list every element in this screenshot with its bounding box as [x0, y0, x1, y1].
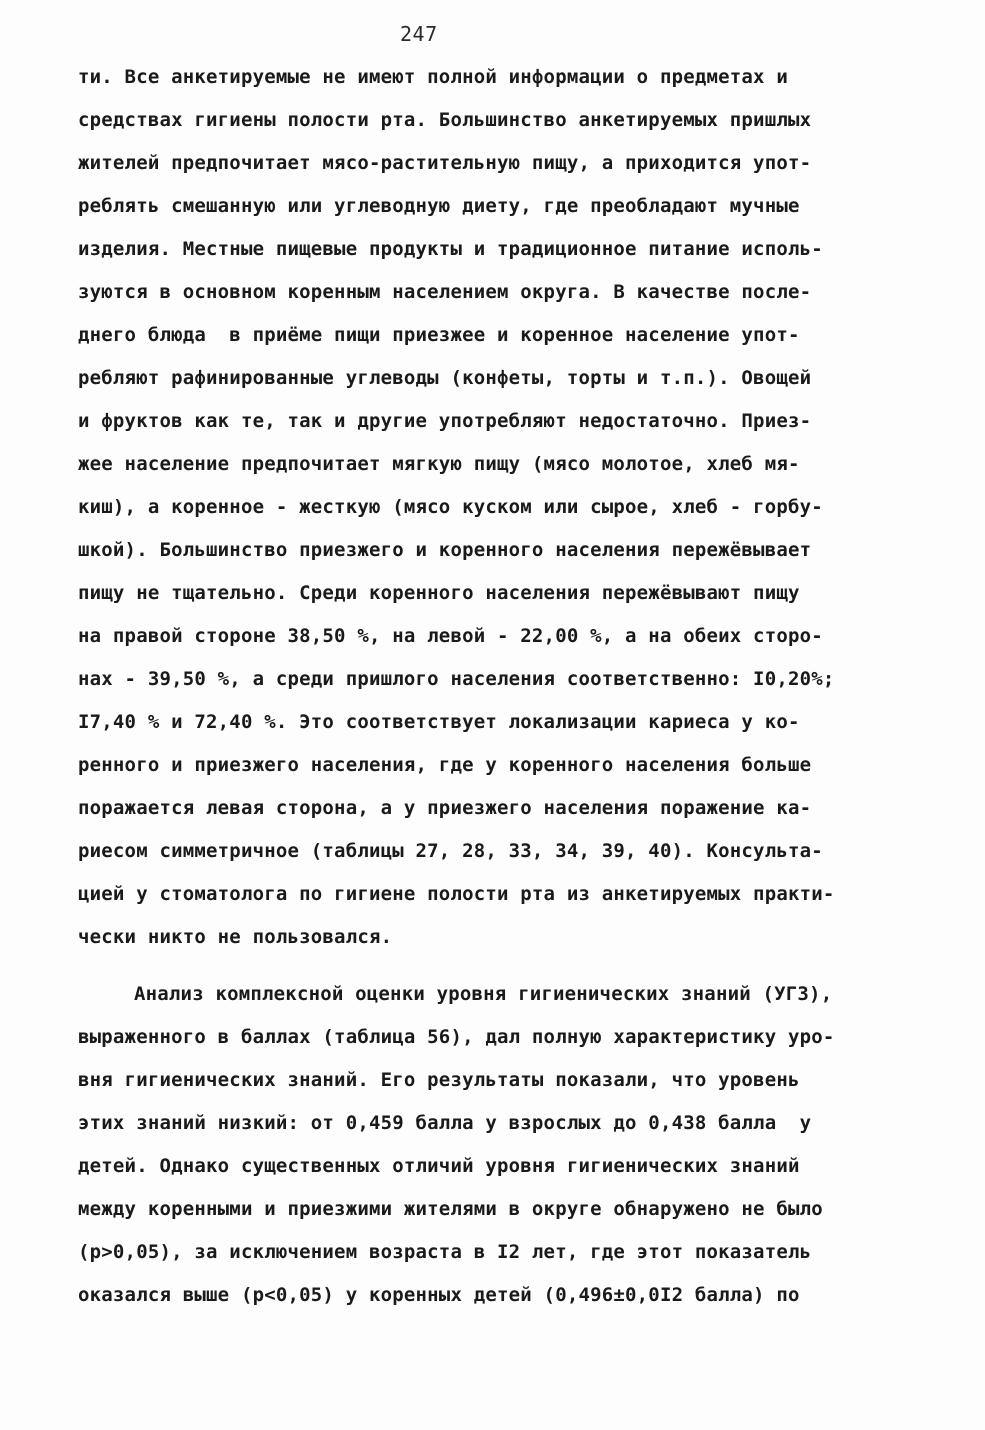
text-line: (p>0,05), за исключением возраста в I2 лет, где этот показатель	[78, 1241, 812, 1263]
text-line: этих знаний низкий: от 0,459 балла у взрослых до 0,438 балла у	[78, 1112, 812, 1134]
text-line: поражается левая сторона, а у приезжего населения поражение ка-	[78, 797, 812, 819]
text-line: пищу не тщательно. Среди коренного населения пережёвывают пищу	[78, 582, 800, 604]
text-line: между коренными и приезжими жителями в округе обнаружено не было	[78, 1198, 823, 1220]
text-line: вня гигиенических знаний. Его результаты показали, что уровень	[78, 1069, 800, 1091]
text-line: шкой). Большинство приезжего и коренного населения пережёвывает	[78, 539, 812, 561]
text-line: жителей предпочитает мясо-растительную пищу, а приходится упот-	[78, 152, 812, 174]
text-line: на правой стороне 38,50 %, на левой - 22,00 %, а на обеих сторо-	[78, 625, 823, 647]
text-line: I7,40 % и 72,40 %. Это соответствует локализации кариеса у ко-	[78, 711, 800, 733]
text-line: жее население предпочитает мягкую пищу (мясо молотое, хлеб мя-	[78, 453, 800, 475]
text-line: чески никто не пользовался.	[78, 926, 393, 948]
text-line: реблять смешанную или углеводную диету, где преобладают мучные	[78, 195, 800, 217]
text-line: выраженного в баллах (таблица 56), дал полную характеристику уро-	[78, 1026, 835, 1048]
text-line: оказался выше (p<0,05) у коренных детей (0,496±0,0I2 балла) по	[78, 1284, 800, 1306]
text-line: риесом симметричное (таблицы 27, 28, 33, 34, 39, 40). Консульта-	[78, 840, 823, 862]
text-line: киш), а коренное - жесткую (мясо куском или сырое, хлеб - горбу-	[78, 496, 823, 518]
text-line: нах - 39,50 %, а среди пришлого населения соответственно: I0,20%;	[78, 668, 835, 690]
text-line: изделия. Местные пищевые продукты и традиционное питание исполь-	[78, 238, 823, 260]
text-line: и фруктов как те, так и другие употребляют недостаточно. Приез-	[78, 410, 812, 432]
text-line: цией у стоматолога по гигиене полости рта из анкетируемых практи-	[78, 883, 835, 905]
text-line: ренного и приезжего населения, где у коренного населения больше	[78, 754, 812, 776]
text-line: ребляют рафинированные углеводы (конфеты, торты и т.п.). Овощей	[78, 367, 812, 389]
text-line: детей. Однако существенных отличий уровня гигиенических знаний	[78, 1155, 800, 1177]
page-number: 247	[400, 22, 438, 46]
text-line: зуются в основном коренным населением округа. В качестве после-	[78, 281, 812, 303]
text-line: днего блюда в приёме пищи приезжее и коренное население упот-	[78, 324, 800, 346]
text-line: ти. Все анкетируемые не имеют полной информации о предметах и	[78, 66, 788, 88]
text-line: средствах гигиены полости рта. Большинство анкетируемых пришлых	[78, 109, 812, 131]
text-line: Анализ комплексной оценки уровня гигиенических знаний (УГЗ),	[134, 983, 833, 1005]
